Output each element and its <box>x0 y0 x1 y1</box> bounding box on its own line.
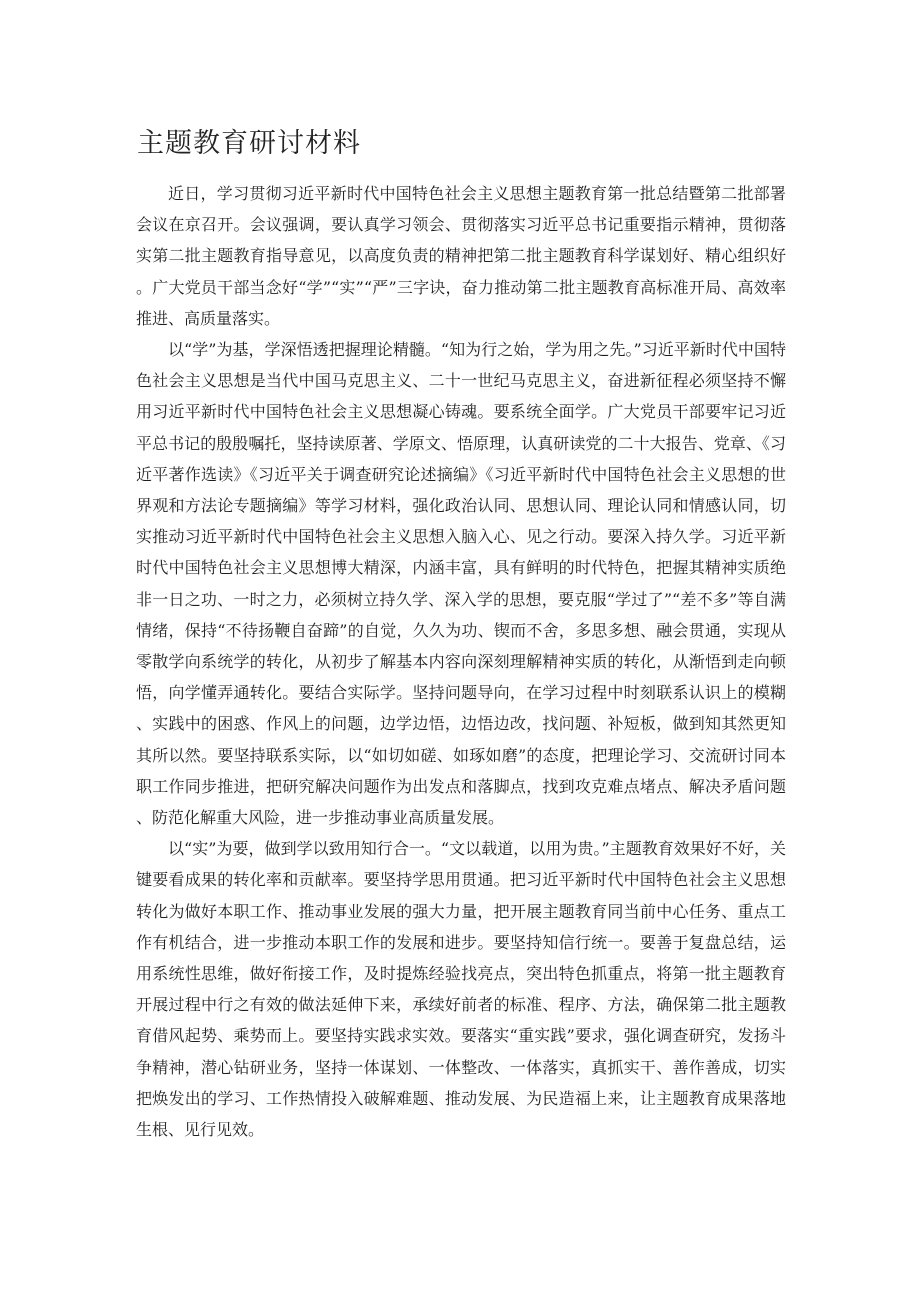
document-body <box>136 178 786 1145</box>
paragraph-intro: 近日，学习贯彻习近平新时代中国特色社会主义思想主题教育第一批总结暨第二批部署会议在京召开。会议强调，要认真学习领会、贯彻落实习近平总书记重要指示精神，贯彻落实第二批主题教育指导意见，以高度负责的精神把第二批主题教育科学谋划好、精心组织好。广大党员干部当念好“学”“实”“严”三字诀，奋力推动第二批主题教育高标准开局、高效率推进、高质量落实。 <box>136 184 786 328</box>
document-title: 主题教育研讨材料 <box>137 128 361 159</box>
paragraph-study: 以“学”为基，学深悟透把握理论精髓。“知为行之始，学为用之先。”习近平新时代中国特色社会主义思想是当代中国马克思主义、二十一世纪马克思主义，奋进新征程必须坚持不懈用习近平新时代中国特色社会主义思想凝心铸魂。要系统全面学。广大党员干部要牢记习近平总书记的殷殷嘱托，坚持读原著、学原文、悟原理，认真研读党的二十大报告、党章、《习近平著作选读》《习近平关于调查研究论述摘编》《习近平新时代中国特色社会主义思想的世界观和方法论专题摘编》等学习材料，强化政治认同、思想认同、理论认同和情感认同，切实推动习近平新时代中国特色社会主义思想入脑入心、见之行动。要深入持久学。习近平新时代中国特色社会主义思想博大精深，内涵丰富，具有鲜明的时代特色，把握其精神实质绝非一日之功、一时之力，必须树立持久学、深入学的思想，要克服“学过了”“差不多”等自满情绪，保持“不待扬鞭自奋蹄”的自觉，久久为功、锲而不舍，多思多想、融会贯通，实现从零散学向系统学的转化，从初步了解基本内容向深刻理解精神实质的转化，从渐悟到走向顿悟，向学懂弄通转化。要结合实际学。坚持问题导向，在学习过程中时刻联系认识上的模糊、实践中的困惑、作风上的问题，边学边悟，边悟边改，找问题、补短板，做到知其然更知其所以然。要坚持联系实际，以“如切如磋、如琢如磨”的态度，把理论学习、交流研讨同本职工作同步推进，把研究解决问题作为出发点和落脚点，找到攻克难点堵点、解决矛盾问题、防范化解重大风险，进一步推动事业高质量发展。 <box>136 340 786 828</box>
paragraph-practice: 以“实”为要，做到学以致用知行合一。“文以载道，以用为贵。”主题教育效果好不好，关键要看成果的转化率和贡献率。要坚持学思用贯通。把习近平新时代中国特色社会主义思想转化为做好本职工作、推动事业发展的强大力量，把开展主题教育同当前中心任务、重点工作有机结合，进一步推动本职工作的发展和进步。要坚持知信行统一。要善于复盘总结，运用系统性思维，做好衔接工作，及时提炼经验找亮点，突出特色抓重点，将第一批主题教育开展过程中行之有效的做法延伸下来，承续好前者的标准、程序、方法，确保第二批主题教育借风起势、乘势而上。要坚持实践求实效。要落实“重实践”要求，强化调查研究，发扬斗争精神，潜心钻研业务，坚持一体谋划、一体整改、一体落实，真抓实干、善作善成，切实把焕发出的学习、工作热情投入破解难题、推动发展、为民造福上来，让主题教育成果落地生根、见行见效。 <box>136 839 786 1140</box>
